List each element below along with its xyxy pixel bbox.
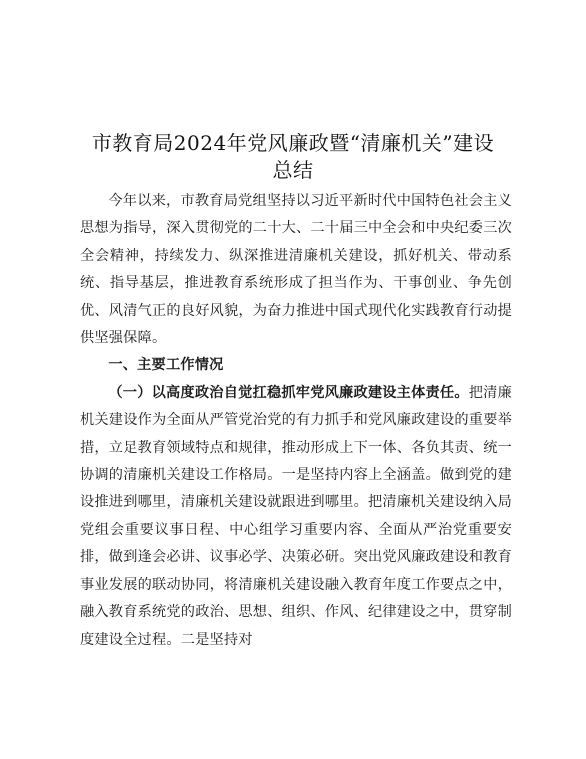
document-body — [80, 188, 512, 654]
subsection-paragraph — [80, 380, 512, 654]
subsection-text: 把清廉机关建设作为全面从严管党治党的有力抓手和党风廉政建设的重要举措，立足教育领域特点和规律，推动形成上下一体、各负其责、统一协调的清廉机关建设工作格局。一是坚持内容上全涵盖。做到党的建设推进到哪里，清廉机关建设就跟进到哪里。把清廉机关建设纳入局党组会重要议事日程、中心组学习重要内容、全面从严治党重要安排，做到逢会必讲、议事必学、决策必研。突出党风廉政建设和教育事业发展的联动协同，将清廉机关建设融入教育年度工作要点之中，融入教育系统党的政治、思想、组织、作风、纪律建设之中，贯穿制度建设全过程。二是坚持对 — [80, 384, 512, 648]
section-heading: 一、主要工作情况 — [108, 357, 224, 374]
document-title-line2: 总结 — [272, 158, 314, 182]
document-title-line1: 市教育局2024年党风廉政暨“清廉机关”建设 — [91, 131, 495, 155]
intro-paragraph: 今年以来，市教育局党组坚持以习近平新时代中国特色社会主义思想为指导，深入贯彻党的二十大、二十届三中全会和中央纪委三次全会精神，持续发力、纵深推进清廉机关建设，抓好机关、带动系统、指导基层，推进教育系统形成了担当作为、干事创业、争先创优、风清气正的良好风貌，为奋力推进中国式现代化实践教育行动提供坚强保障。 — [80, 193, 512, 347]
subsection-heading: （一）以高度政治自觉扛稳抓牢党风廉政建设主体责任。 — [108, 384, 469, 401]
